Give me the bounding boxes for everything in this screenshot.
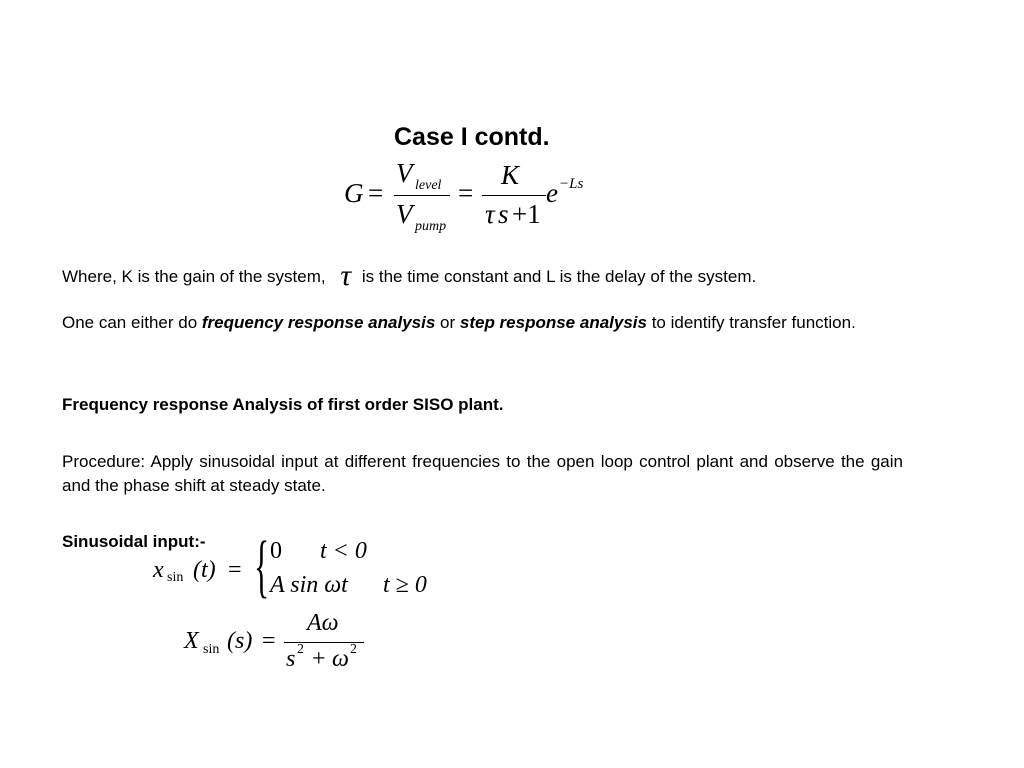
tf-plus-one: +1 [512,199,541,229]
tf-equals-2: = [458,178,474,208]
where-suffix: is the time constant and L is the delay of the system. [361,267,757,286]
step-response-emphasis: step response analysis [459,313,647,332]
Xsin-lhs-sub: sin [203,642,220,657]
tf-s: s [498,199,509,229]
where-prefix: Where, K is the gain of the system, [62,267,326,286]
sin-time-equation [150,530,450,610]
Xsin-numerator: Aω [307,610,339,636]
where-paragraph [62,256,756,290]
tf-gain: K [501,160,520,190]
Xsin-den-omega: ω [332,646,349,672]
piecewise-brace: { [254,528,270,605]
tf-numerator-var: V [396,158,413,188]
tf-numerator-sub: level [415,178,442,193]
tf-denominator-sub: pump [415,219,447,234]
Xsin-lhs-arg: (s) [227,628,253,654]
case1-value: 0 [270,538,282,564]
xsin-lhs-sub: sin [167,570,184,585]
case2-value: A sin ωt [270,572,348,598]
Xsin-equals: = [262,628,276,654]
tau-symbol: τ [340,259,352,292]
analysis-part3: to identify transfer function. [651,313,856,332]
analysis-part1: One can either do [62,313,198,332]
Xsin-lhs-var: X [184,628,199,654]
case2-condition: t ≥ 0 [383,572,427,598]
transfer-function-equation [340,158,600,238]
tf-tau: τ [485,199,495,229]
frequency-response-emphasis: frequency response analysis [201,313,436,332]
sin-laplace-equation [182,608,382,678]
tf-exp-power: −Ls [559,176,584,192]
xsin-equals: = [228,557,242,583]
tf-exp-base: e [546,178,558,208]
analysis-paragraph [62,311,903,335]
analysis-part2: or [440,313,456,332]
procedure-paragraph: Procedure: Apply sinusoidal input at different frequencies to the open loop control plant and observe the gain and the phase shift at steady state. [62,452,903,495]
tf-lhs: G [344,178,364,208]
tf-denominator-var: V [396,199,413,229]
slide-title: Case I contd. [394,123,550,151]
Xsin-den-s-exp: 2 [297,642,304,657]
Xsin-den-omega-exp: 2 [350,642,357,657]
case1-condition: t < 0 [320,538,367,564]
sinusoidal-input-heading: Sinusoidal input:- [62,532,206,551]
xsin-lhs-arg: (t) [193,557,216,583]
frequency-response-heading: Frequency response Analysis of first order SISO plant. [62,395,504,414]
tf-equals-1: = [368,178,384,208]
tf-fraction-line-2 [482,195,546,196]
Xsin-den-s: s [286,646,296,672]
Xsin-den-plus: + [312,646,326,672]
xsin-lhs-var: x [153,557,164,583]
tf-fraction-line-1 [394,195,450,196]
